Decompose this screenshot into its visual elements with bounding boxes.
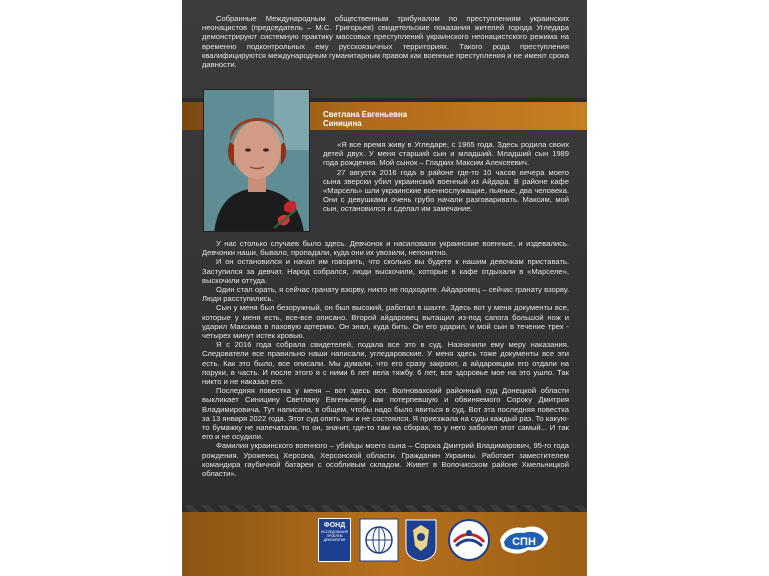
fond-logo: [318, 518, 351, 562]
footer-stripe: [182, 505, 587, 512]
testimony-paragraph: 27 августа 2016 года в районе где-то 10 часов вечера моего сына зверски убил украинский военный из Айдара. В районе кафе «Марсель» шли украинские военнослужащие, пьяные, два человека. Они с девушками очень грубо начали разговаривать. Максим, мой сын, остановился и сделал им замечание.: [323, 167, 569, 214]
testimony-paragraph: Я с 2016 года собрала свидетелей, подала все это в суд. Назначили ему меру наказания. Следователи все правильно наши написали, угледаровские. У меня здесь тоже документы все эти есть. Как это было, все описали. Мы думали, что его сразу закроют, а айдаровцам его отдали на поруки, в часть. И после этого я с ними 6 лет вела тяжбу. 6 лет, все здоровье мое на это ушло. Так никто и не наказал его.: [202, 340, 569, 387]
spn-map-logo: [498, 518, 550, 562]
testimony-paragraph: У нас столько случаев было здесь. Девчонок и насиловали украинские военные, и издевались. Девчонки наши, бывало, пропадали, куда они их увозили, непонятно.: [202, 239, 569, 258]
testimony-paragraph: И он остановился и начал им говорить, что сколько вы будете к нашим девочкам приставать. Заступился за девчат. Народ собрался, люди выскочили, которые в кафе отдыхали в «Марселе», выскочили оттуда.: [202, 257, 569, 285]
witness-name-line1: Светлана Евгеньевна: [323, 110, 408, 119]
testimony-paragraph: Один стал орать, я сейчас гранату взорву, никто не подходите. Айдаровец – сейчас гранату взорву. Люди расступились.: [202, 285, 569, 304]
witness-name-line2: Синицина: [323, 119, 362, 128]
witness-name: [323, 110, 523, 128]
fond-logo-subtitle: ИССЛЕДОВАНИЯ ПРОБЛЕМ ДЕМОКРАТИИ: [321, 530, 348, 542]
spn-logo-text: СПН: [512, 536, 536, 548]
fond-logo-title: ФОНД: [323, 522, 346, 529]
testimony-paragraph: «Я все время живу в Угледаре, с 1965 года. Здесь родила своих детей двух. У меня старший сын и младший. Младший сын 1989 года рождения. Мой сынок – Гладких Максим Алексеевич.: [323, 140, 569, 168]
emblem-logo-icon: [404, 518, 438, 562]
testimony-paragraph: Последняя повестка у меня – вот здесь вот. Волновахский районный суд Донецкой области выкликает Синицину Светлану Евгеньевну как потерпевшую и обвиняемого Сороку Дмитрия Владимировича. Тут написано, в общем, чтобы надо было явиться в суд. Вот эта последняя повестка за 13 января 2022 года. Этот суд опять так и не состоялся. Я приезжала на суды каждый раз. То какую-то бумажку не напечатали, то он, значит, где-то там на сборах, то у него заболел этот самый... И так его и не осудили.: [202, 386, 569, 442]
witness-photo: [203, 89, 310, 232]
circle-logo-icon: [444, 518, 494, 562]
document-page: [182, 0, 587, 576]
globe-logo-icon: [359, 518, 399, 562]
intro-paragraph: Собранные Международным общественным трибуналом по преступлениям украинских неонацистов (председатель – М.С. Григорьев) свидетельские показания жителей города Угледара демонстрируют системную практику массовых преступлений украинского неонацистского режима на временно подконтрольных ему русскоязычных территориях. Такого рода преступления квалифицируются международным гуманитарным правом как военные преступления и не имеют срока давности.: [202, 14, 569, 70]
testimony-top: [323, 140, 569, 214]
testimony-paragraph: Фамилия украинского военного – убийцы моего сына – Сорока Дмитрий Владимирович, 95-го года рождения. Уроженец Херсона, Херсонской области. Гражданин Украины. Работает заместителем командира гаубичной батареи с особливым складом. Живет в Волочисском районе Хмельницкой области».: [202, 441, 569, 479]
testimony-body: [202, 239, 569, 478]
testimony-paragraph: Сын у меня был безоружный, он был высокий, работал в шахте. Здесь вот у меня документы все, которые у меня есть, все-все описано. Второй айдаровец вытащил из-под сапога большой нож и ударил Максима в паховую артерию. Он знал, куда бить. Он его ударил, и мой сын в течение трех - четырех минут истек кровью.: [202, 303, 569, 341]
